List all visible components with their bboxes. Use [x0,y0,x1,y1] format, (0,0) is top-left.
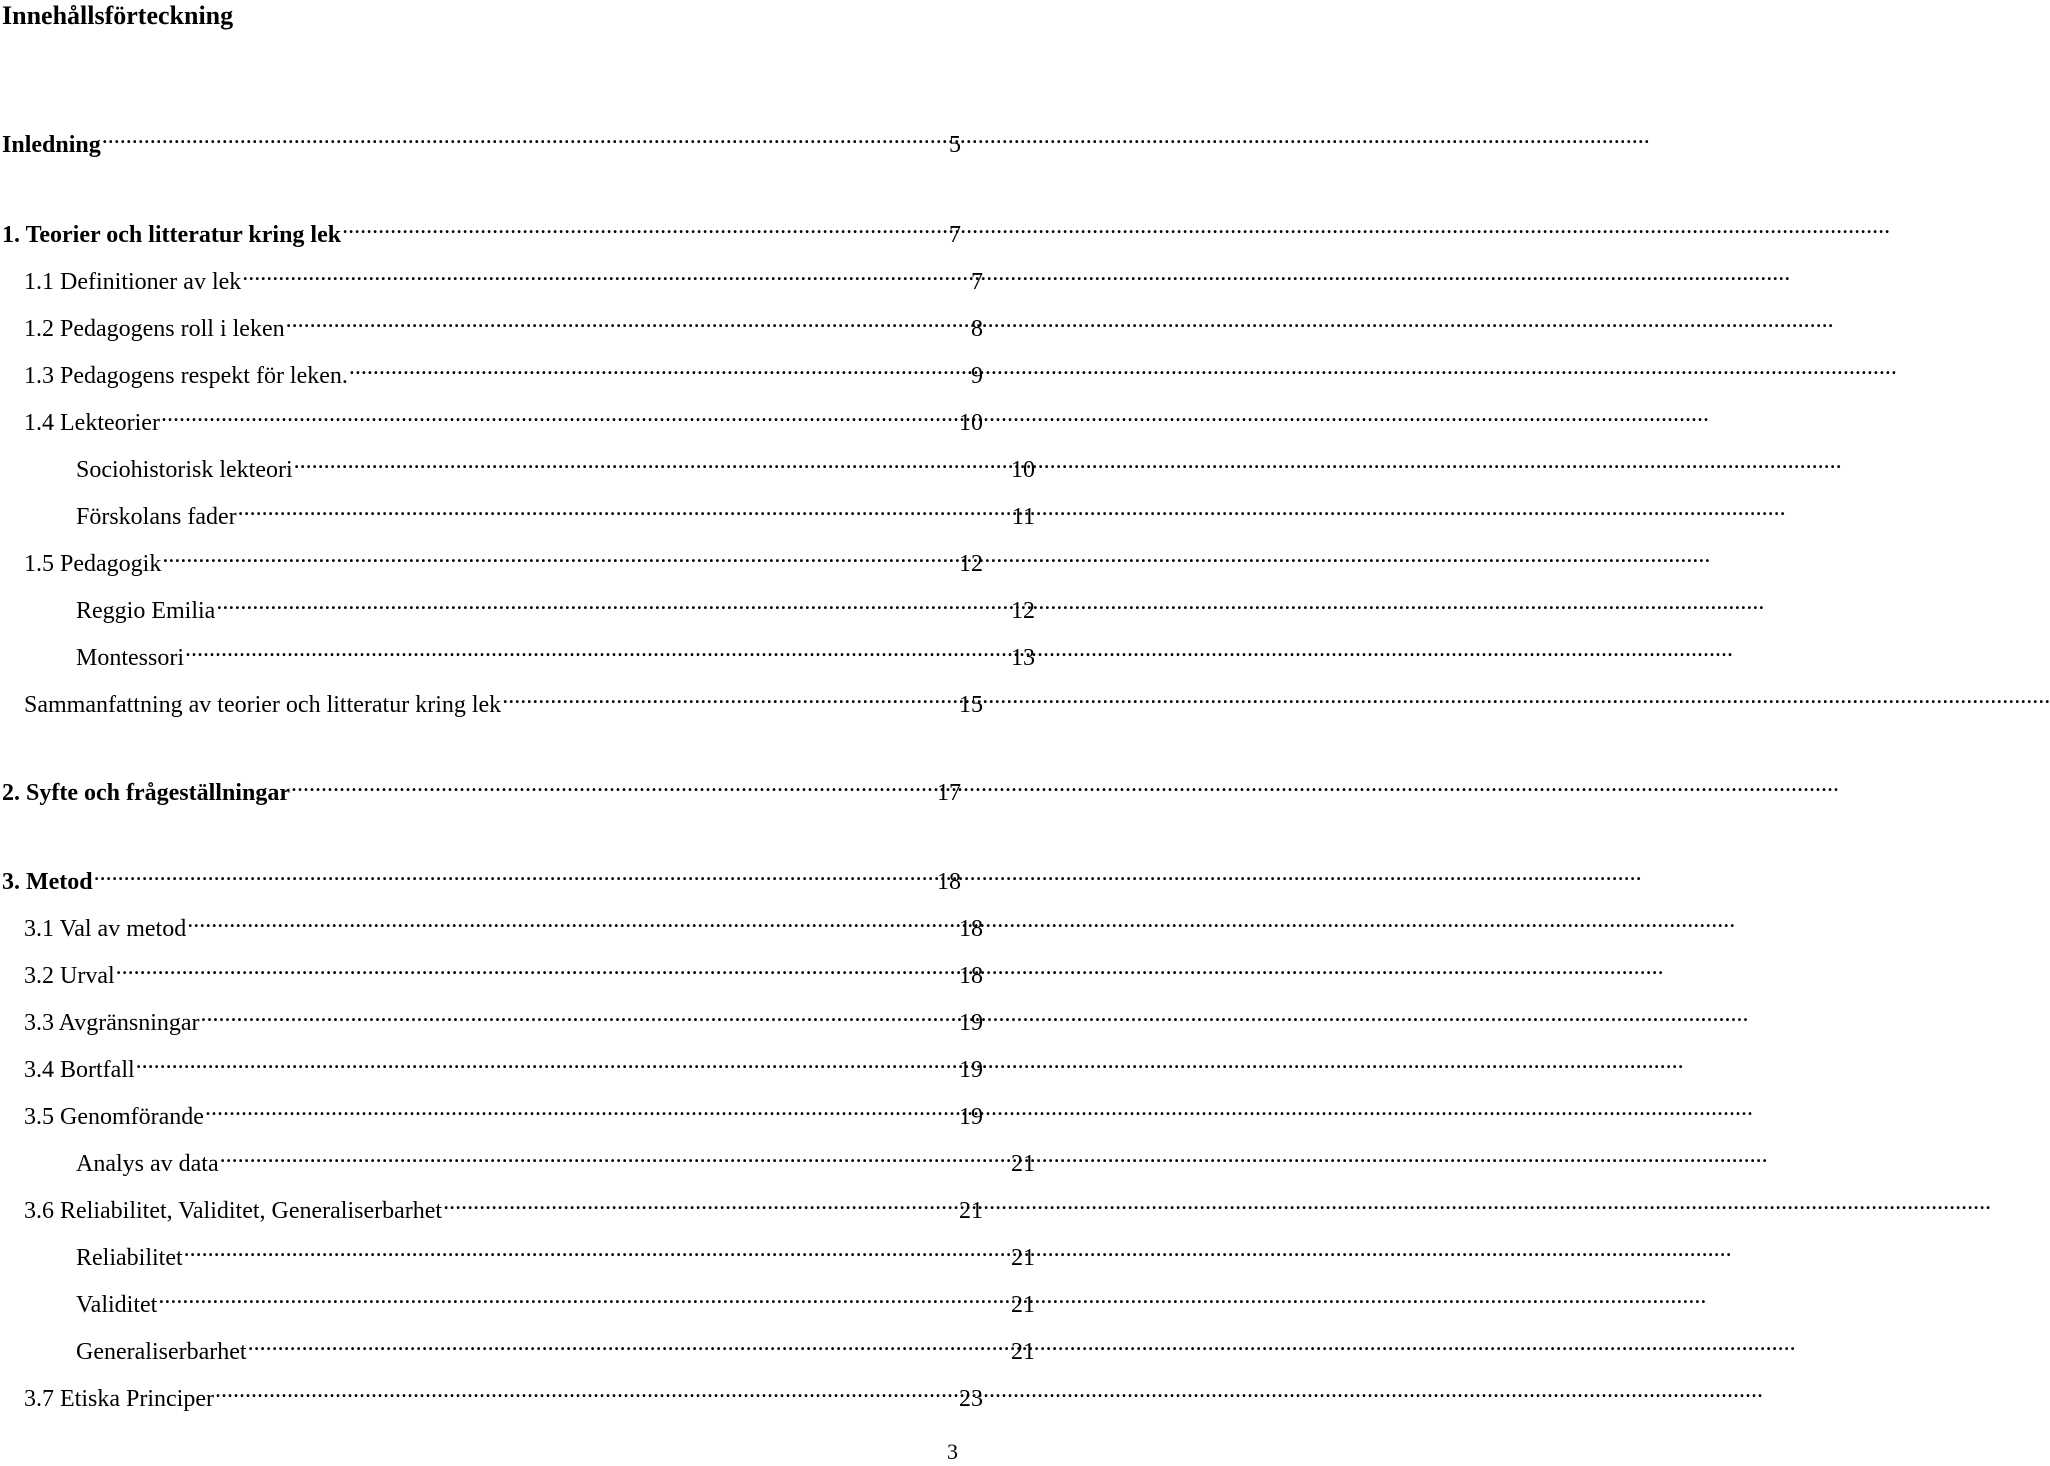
toc-entry-page: 18 [959,916,983,942]
toc-entry-page: 12 [1011,598,1035,624]
toc-entry-page: 23 [959,1386,983,1412]
toc-entry-page: 15 [959,692,983,718]
dot-leader [443,1186,958,1218]
toc-entry-label: 1.5 Pedagogik [24,551,162,577]
toc-heading: Innehållsförteckning [2,1,234,30]
toc-entry[interactable] [0,1327,1035,1365]
toc-entry[interactable] [0,633,1035,671]
dot-leader [342,210,948,242]
toc-entry[interactable] [0,1280,1035,1318]
toc-entry-label: 3.4 Bortfall [24,1057,135,1083]
dot-leader [102,120,948,152]
dot-leader [184,1233,1010,1265]
toc-entry-label: Analys av data [76,1151,219,1177]
toc-entry-page: 21 [1011,1292,1035,1318]
dot-leader [215,1374,958,1406]
toc-entry[interactable] [0,951,983,989]
toc-entry-page: 10 [959,410,983,436]
dot-leader [162,539,958,571]
toc-entry-page: 17 [937,780,961,806]
toc-entry[interactable] [0,1374,983,1412]
dot-leader [220,1139,1010,1171]
toc-entry-page: 11 [1011,504,1035,530]
toc-entry-page: 21 [1011,1245,1035,1271]
dot-leader [185,633,1010,665]
toc-entry-page: 7 [949,222,961,248]
toc-entry-page: 19 [959,1010,983,1036]
toc-entry-page: 13 [1011,645,1035,671]
toc-entry-label: 1.4 Lekteorier [24,410,160,436]
toc-entry[interactable] [0,120,961,158]
dot-leader [294,445,1010,477]
toc-entry-page: 21 [1011,1339,1035,1365]
toc-entry-label: 3.5 Genomförande [24,1104,204,1130]
toc-entry-label: 1.1 Definitioner av lek [24,269,242,295]
toc-entry[interactable] [0,768,961,806]
toc-entry-label: Montessori [76,645,184,671]
toc-entry-page: 18 [937,869,961,895]
dot-leader [349,351,970,383]
toc-entry-label: 1. Teorier och litteratur kring lek [2,222,342,248]
toc-entry-label: 1.2 Pedagogens roll i leken [24,316,285,342]
toc-entry-page: 21 [1011,1151,1035,1177]
toc-entry-label: 1.3 Pedagogens respekt för leken. [24,363,348,389]
toc-entry-label: Reggio Emilia [76,598,216,624]
toc-entry-page: 9 [971,363,983,389]
toc-entry-label: Reliabilitet [76,1245,183,1271]
toc-entry-label: Förskolans fader [76,504,237,530]
toc-entry-page: 19 [959,1104,983,1130]
dot-leader [187,904,958,936]
toc-entry[interactable] [0,680,983,718]
toc-entry-label: 3.1 Val av metod [24,916,187,942]
dot-leader [248,1327,1010,1359]
toc-entry-label: Generaliserbarhet [76,1339,247,1365]
toc-entry-label: Validitet [76,1292,158,1318]
dot-leader [136,1045,958,1077]
toc-entry[interactable] [0,445,1035,483]
toc-entry-page: 19 [959,1057,983,1083]
toc-entry[interactable] [0,257,983,295]
dot-leader [242,257,970,289]
page-number: 3 [947,1439,958,1464]
dot-leader [158,1280,1010,1312]
toc-entry[interactable] [0,998,983,1036]
dot-leader [201,998,958,1030]
dot-leader [205,1092,958,1124]
toc-entry-label: Sociohistorisk lekteori [76,457,293,483]
toc-entry-label: Inledning [2,132,101,158]
dot-leader [161,398,958,430]
dot-leader [216,586,1010,618]
toc-entry-page: 10 [1011,457,1035,483]
toc-entry[interactable] [0,1139,1035,1177]
toc-entry-page: 18 [959,963,983,989]
toc-entry-page: 8 [971,316,983,342]
toc-entry-page: 7 [971,269,983,295]
toc-entry-page: 21 [959,1198,983,1224]
toc-entry[interactable] [0,304,983,342]
toc-entry[interactable] [0,586,1035,624]
toc-entry-label: 3.7 Etiska Principer [24,1386,214,1412]
toc-entry[interactable] [0,398,983,436]
toc-entry-page: 12 [959,551,983,577]
toc-entry[interactable] [0,1233,1035,1271]
dot-leader [502,680,958,712]
dot-leader [116,951,958,983]
toc-entry-label: 3. Metod [2,869,93,895]
toc-entry[interactable] [0,904,983,942]
toc-entry[interactable] [0,1186,983,1224]
toc-entry-page: 5 [949,132,961,158]
toc-entry[interactable] [0,857,961,895]
dot-leader [286,304,970,336]
dot-leader [291,768,936,800]
toc-entry-label: 2. Syfte och frågeställningar [2,780,290,806]
dot-leader [238,492,1011,524]
toc-entry[interactable] [0,1045,983,1083]
toc-entry[interactable] [0,539,983,577]
dot-leader [94,857,936,889]
toc-entry[interactable] [0,1092,983,1130]
toc-entry-label: 3.6 Reliabilitet, Validitet, Generaliserbarhet [24,1198,443,1224]
toc-entry-label: 3.3 Avgränsningar [24,1010,200,1036]
toc-entry-label: Sammanfattning av teorier och litteratur kring lek [24,692,502,718]
toc-entry[interactable] [0,210,961,248]
toc-entry[interactable] [0,492,1035,530]
toc-entry-label: 3.2 Urval [24,963,115,989]
toc-entry[interactable] [0,351,983,389]
